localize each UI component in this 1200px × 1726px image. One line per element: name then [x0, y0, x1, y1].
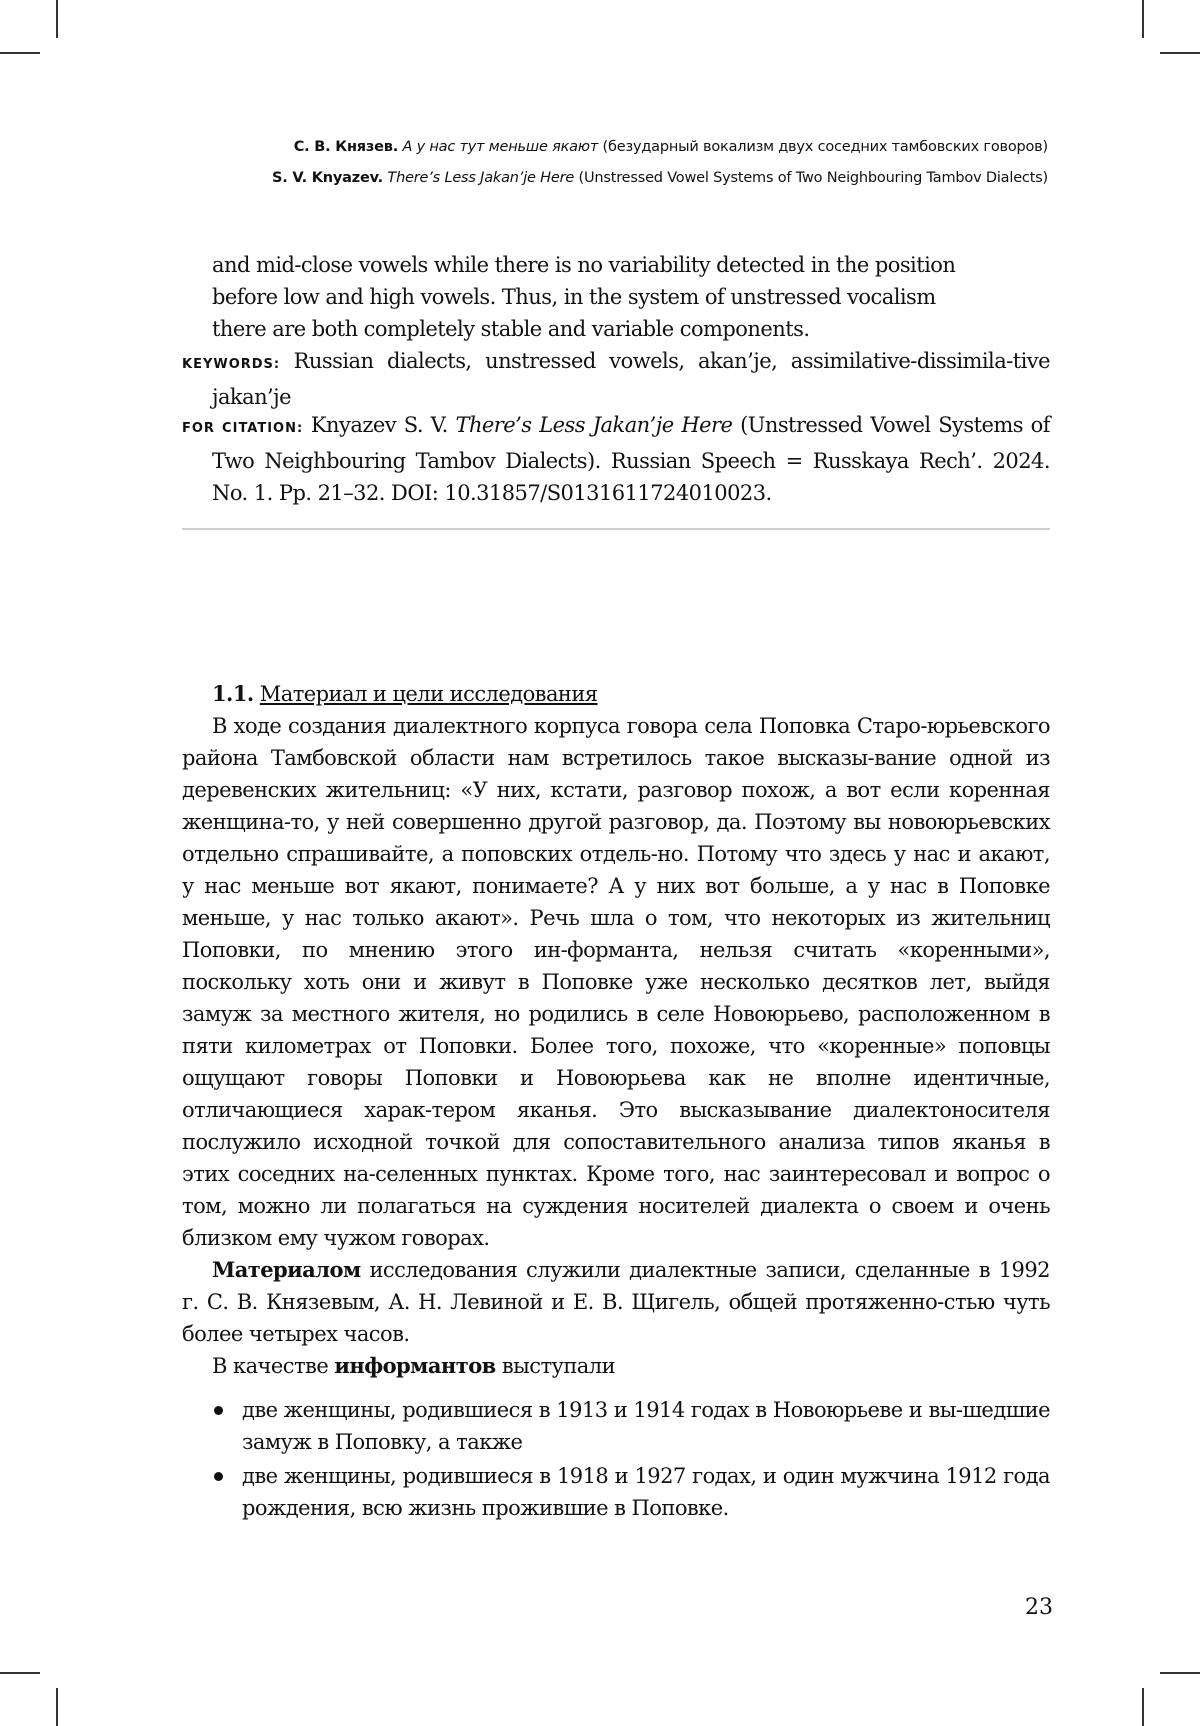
- crop-mark: [1160, 52, 1200, 54]
- header-title-ru: А у нас тут меньше якают: [402, 139, 599, 155]
- running-header-en: [272, 170, 1048, 186]
- paragraph: [182, 1350, 1050, 1382]
- keywords-block: [182, 345, 1050, 413]
- bold-term: Материалом: [212, 1257, 361, 1282]
- header-subtitle-en: (Unstressed Vowel Systems of Two Neighbouring Tambov Dialects): [578, 170, 1048, 186]
- crop-mark: [0, 52, 40, 54]
- list-item-text: две женщины, родившиеся в 1918 и 1927 годах, и один мужчина 1912 года рождения, всю жизнь прожившие в Поповке.: [242, 1464, 1050, 1520]
- crop-mark: [56, 1688, 58, 1726]
- crop-mark: [1142, 0, 1144, 38]
- abstract-line: and mid-close vowels while there is no variability detected in the position: [212, 253, 956, 277]
- paragraph-text: В качестве: [212, 1354, 329, 1378]
- bullet-icon: [214, 1472, 223, 1481]
- citation-title: There’s Less Jakan’je Here: [455, 413, 733, 437]
- keywords-label: KEYWORDS:: [182, 357, 281, 372]
- keywords-text: Russian dialects, unstressed vowels, akan’je, assimilative-dissimila-tive jakan’je: [212, 349, 1050, 409]
- crop-mark: [1142, 1688, 1144, 1726]
- list-item: [182, 1460, 1050, 1524]
- bullet-icon: [214, 1406, 223, 1415]
- abstract-line: before low and high vowels. Thus, in the system of unstressed vocalism: [212, 285, 936, 309]
- paragraph: В ходе создания диалектного корпуса говора села Поповка Старо-юрьевского района Тамбовской области нам встретилось такое высказы-вание одной из деревенских жительниц: «У них, кстати, разговор похож, а вот если коренная женщина-то, у ней совершенно другой разговор, да. Поэтому вы новоюрьевских отдельно спрашивайте, а поповских отдель-но. Потому что здесь у нас и акают, у нас меньше вот якают, понимаете? А у них вот больше, а у нас в Поповке меньше, у нас только акают». Речь шла о том, что некоторых из жительниц Поповки, по мнению этого ин-форманта, нельзя считать «коренными», поскольку хоть они и живут в Поповке уже несколько десятков лет, выйдя замуж за местного жителя, но родились в селе Новоюрьево, расположенном в пяти километрах от Поповки. Более того, похоже, что «коренные» поповцы ощущают говоры Поповки и Новоюрьева как не вполне идентичные, отличающиеся харак-тером яканья. Это высказывание диалектоносителя послужило исходной точкой для сопоставительного анализа типов яканья в этих соседних на-селенных пунктах. Кроме того, нас заинтересовал и вопрос о том, можно ли полагаться на суждения носителей диалекта о своем и очень близком ему чужом говорах.: [182, 714, 1050, 1250]
- paragraph: [182, 1254, 1050, 1350]
- main-text: [182, 678, 1050, 1526]
- paragraph-text: исследования служили диалектные записи, сделанные в 1992 г. С. В. Князевым, А. Н. Левиной и Е. В. Щигель, общей протяженно-стью чуть более четырех часов.: [182, 1258, 1050, 1346]
- section-number: 1.1.: [212, 681, 254, 706]
- citation-label: FOR CITATION:: [182, 421, 304, 436]
- header-subtitle-ru: (безударный вокализм двух соседних тамбовских говоров): [602, 139, 1048, 155]
- paragraph-text: выступали: [501, 1354, 616, 1378]
- list-item: [182, 1394, 1050, 1458]
- abstract-line: there are both completely stable and variable components.: [212, 317, 810, 341]
- crop-mark: [56, 0, 58, 38]
- citation-author: Knyazev S. V.: [310, 413, 448, 437]
- list-item-text: две женщины, родившиеся в 1913 и 1914 годах в Новоюрьеве и вы-шедшие замуж в Поповку, а также: [242, 1398, 1050, 1454]
- header-title-en: There’s Less Jakan’je Here: [387, 170, 575, 186]
- informants-list: [182, 1394, 1050, 1524]
- page-number: 23: [1025, 1595, 1053, 1620]
- header-author-en: S. V. Knyazev.: [272, 170, 383, 186]
- section-divider: [182, 528, 1050, 530]
- citation-block: [182, 409, 1050, 509]
- running-header-ru: [294, 139, 1048, 155]
- section-title: Материал и цели исследования: [259, 682, 598, 706]
- abstract-tail: [182, 249, 1050, 345]
- crop-mark: [1160, 1672, 1200, 1674]
- bold-term: информантов: [334, 1353, 496, 1378]
- citation-rest: (Unstressed Vowel Systems of Two Neighbouring Tambov Dialects). Russian Speech = Russkaya Rech’. 2024. No. 1. Pp. 21–32. DOI: 10.31857/S0131611724010023.: [212, 413, 1050, 505]
- section-heading: [182, 678, 1050, 710]
- header-author-ru: С. В. Князев.: [293, 139, 399, 155]
- crop-mark: [0, 1672, 40, 1674]
